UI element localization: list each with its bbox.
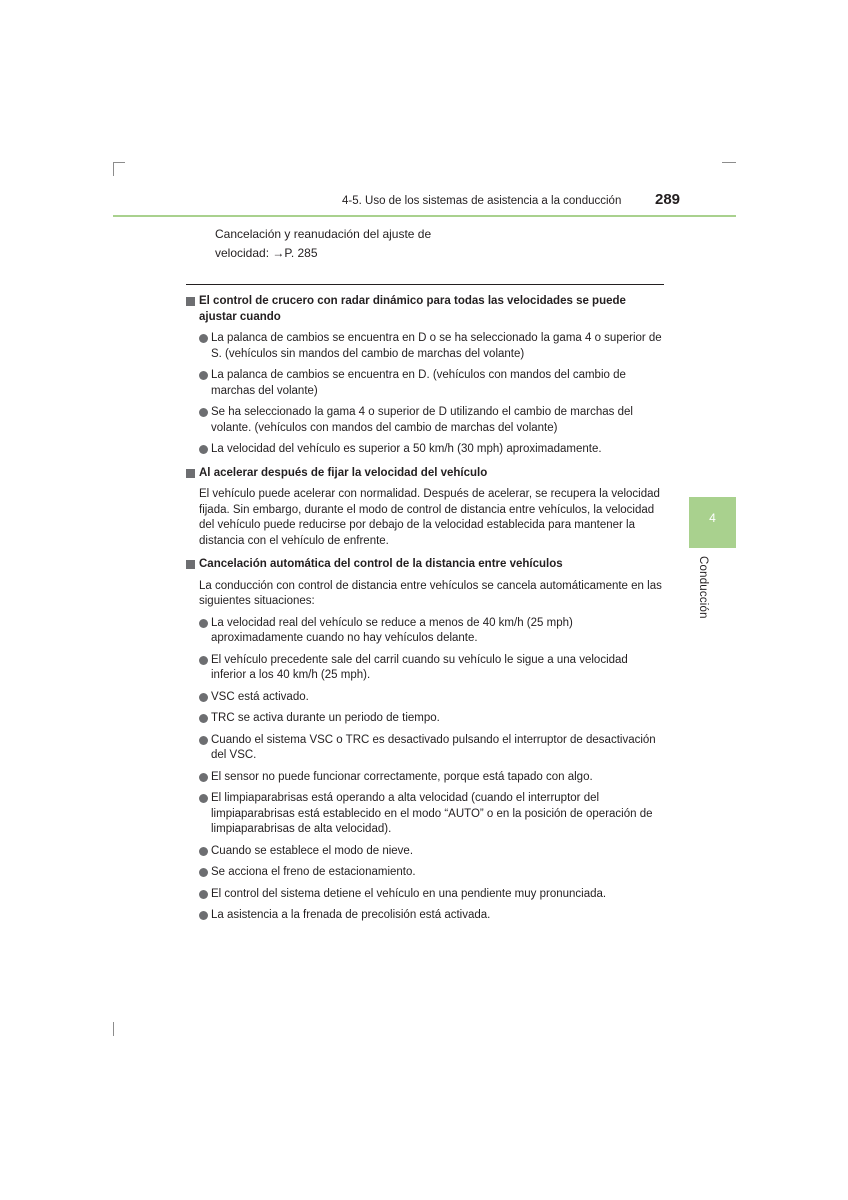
section-paragraph: El vehículo puede acelerar con normalidad. Después de acelerar, se recupera la velocidad fijada. Sin embargo, durante el modo de control de distancia entre vehículos, la velocidad del vehículo puede reducirse por debajo de la velocidad establecida para mantener la distancia con el vehículo de enfrente. [199,488,660,547]
list-item: La palanca de cambios se encuentra en D. (vehículos con mandos del cambio de marchas del volante) [186,368,664,399]
section-heading: Cancelación automática del control de la distancia entre vehículos [186,557,664,573]
list-item: Se ha seleccionado la gama 4 o superior de D utilizando el cambio de marchas del volante. (vehículos con mandos del cambio de marchas del volante) [186,405,664,436]
intro-block [215,225,515,263]
crop-mark-top-left-vertical [113,162,114,176]
list-item: La velocidad del vehículo es superior a 50 km/h (30 mph) aproximadamente. [186,442,664,458]
circle-bullet-icon [199,794,208,803]
circle-bullet-icon [199,736,208,745]
crop-mark-top-left-horizontal [113,162,125,163]
circle-bullet-icon [199,619,208,628]
chapter-label: Conducción [697,556,709,619]
section-accelerating [186,466,664,550]
list-item: Se acciona el freno de estacionamiento. [186,865,664,881]
circle-bullet-icon [199,714,208,723]
section-divider [186,284,664,285]
circle-bullet-icon [199,890,208,899]
chapter-number: 4 [709,511,716,525]
circle-bullet-icon [199,408,208,417]
list-item: El vehículo precedente sale del carril cuando su vehículo le sigue a una velocidad inferior a los 40 km/h (25 mph). [186,653,664,684]
list-item: El control del sistema detiene el vehículo en una pendiente muy pronunciada. [186,887,664,903]
circle-bullet-icon [199,868,208,877]
list-item: El sensor no puede funcionar correctamente, porque está tapado con algo. [186,770,664,786]
list-item: La asistencia a la frenada de precolisión está activada. [186,908,664,924]
list-item: VSC está activado. [186,690,664,706]
circle-bullet-icon [199,445,208,454]
circle-bullet-icon [199,773,208,782]
crop-mark-top-right-horizontal [722,162,736,163]
section-paragraph: La conducción con control de distancia entre vehículos se cancela automáticamente en las siguientes situaciones: [199,579,662,607]
page-number: 289 [655,191,681,208]
list-item: El limpiaparabrisas está operando a alta velocidad (cuando el interruptor del limpiaparabrisas está establecido en el modo “AUTO” o en la posición de operación de limpiaparabrisas de alta velocidad). [186,791,664,838]
circle-bullet-icon [199,847,208,856]
list-item: Cuando el sistema VSC o TRC es desactivado pulsando el interruptor de desactivación del VSC. [186,733,664,764]
section-auto-cancel [186,557,664,924]
circle-bullet-icon [199,911,208,920]
header-title: 4-5. Uso de los sistemas de asistencia a la conducción [342,195,622,207]
circle-bullet-icon [199,334,208,343]
square-bullet-icon [186,560,195,569]
circle-bullet-icon [199,693,208,702]
list-item: La palanca de cambios se encuentra en D o se ha seleccionado la gama 4 o superior de S. (vehículos sin mandos del cambio de marchas del volante) [186,331,664,362]
intro-line-1: Cancelación y reanudación del ajuste de [215,227,432,241]
header-rule [113,215,736,217]
section-heading: Al acelerar después de fijar la velocidad del vehículo [186,466,664,482]
circle-bullet-icon [199,656,208,665]
chapter-tab [689,497,736,548]
circle-bullet-icon [199,371,208,380]
list-item: La velocidad real del vehículo se reduce a menos de 40 km/h (25 mph) aproximadamente cuando no hay vehículos delante. [186,616,664,647]
section-heading: El control de crucero con radar dinámico para todas las velocidades se puede ajustar cuando [186,294,664,325]
list-item: Cuando se establece el modo de nieve. [186,844,664,860]
list-item: TRC se activa durante un periodo de tiempo. [186,711,664,727]
main-content [186,294,664,932]
section-activation-conditions [186,294,664,458]
square-bullet-icon [186,469,195,478]
intro-line-2: velocidad: →P. 285 [215,246,318,260]
square-bullet-icon [186,297,195,306]
crop-mark-bottom-left-vertical [113,1022,114,1036]
